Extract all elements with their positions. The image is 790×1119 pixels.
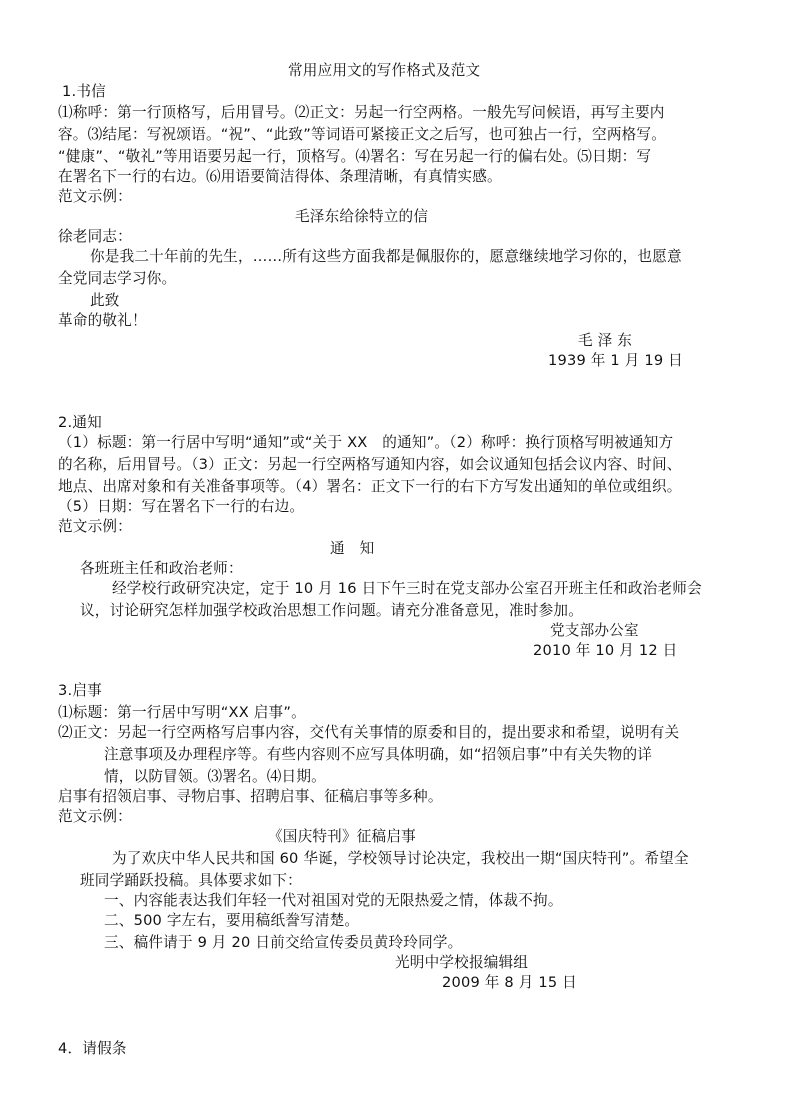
section-3-paragraph-line: 情，以防冒领。⑶署名。⑷日期。	[104, 768, 326, 785]
section-3-paragraph-line: 启事有招领启事、寻物启事、招聘启事、征稿启事等多种。	[58, 788, 443, 805]
section-3-paragraph-line: ⑵正文：另起一行空两格写启事内容，交代有关事情的原委和目的，提出要求和希望，说明有关	[58, 724, 680, 741]
section-2-heading: 2.通知	[58, 414, 102, 431]
section-1-sample-label: 范文示例：	[58, 188, 132, 205]
section-2-paragraph-line: （5）日期：写在署名下一行的右边。	[58, 498, 305, 515]
letter-closing-salute: 革命的敬礼！	[58, 312, 147, 329]
section-2-paragraph-line: （1）标题：第一行居中写明“通知”或“关于 XX 的通知”。（2）称呼：换行顶格写明被通知方	[58, 434, 674, 451]
section-2-sample-label: 范文示例：	[58, 518, 132, 535]
section-1-paragraph-line: ⑴称呼：第一行顶格写，后用冒号。⑵正文：另起一行空两格。一般先写问候语，再写主要内	[58, 104, 665, 121]
call-for-papers-body-line: 班同学踊跃投稿。具体要求如下：	[80, 872, 302, 889]
section-3-heading: 3.启事	[58, 682, 102, 699]
section-3-sample-label: 范文示例：	[58, 808, 132, 825]
section-1-paragraph-line: 在署名下一行的右边。⑹用语要简洁得体、条理清晰，有真情实感。	[58, 168, 502, 185]
section-1-paragraph-line: “健康”、“敬礼”等用语要另起一行，顶格写。⑷署名：写在另起一行的偏右处。⑸日期：写	[58, 148, 652, 165]
section-1-paragraph-line: 容。⑶结尾：写祝颂语。“祝”、“此致”等词语可紧接正文之后写，也可独占一行，空两格写。	[58, 126, 667, 143]
notice-signature: 党支部办公室	[550, 622, 639, 639]
letter-body-line: 全党同志学习你。	[58, 270, 177, 287]
section-4-heading: 4．请假条	[58, 1040, 127, 1057]
call-for-papers-date: 2009 年 8 月 15 日	[442, 974, 577, 991]
notice-salutation: 各班班主任和政治老师：	[80, 560, 243, 577]
call-for-papers-item: 三、稿件请于 9 月 20 日前交给宣传委员黄玲玲同学。	[104, 934, 463, 951]
letter-date: 1939 年 1 月 19 日	[548, 352, 683, 369]
call-for-papers-title: 《国庆特刊》征稿启事	[268, 828, 416, 845]
letter-body-line: 你是我二十年前的先生，……所有这些方面我都是佩服你的，愿意继续地学习你的，也愿意	[90, 248, 682, 265]
section-2-paragraph-line: 的名称，后用冒号。（3）正文：另起一行空两格写通知内容，如会议通知包括会议内容、时间、	[58, 456, 682, 473]
section-3-paragraph-line: 注意事项及办理程序等。有些内容则不应写具体明确，如“招领启事”中有关失物的详	[104, 746, 653, 763]
letter-signature: 毛 泽 东	[578, 332, 633, 349]
call-for-papers-signature: 光明中学校报编辑组	[395, 954, 529, 971]
page-title: 常用应用文的写作格式及范文	[288, 62, 481, 79]
letter-salutation: 徐老同志：	[58, 228, 132, 245]
notice-date: 2010 年 10 月 12 日	[533, 642, 678, 659]
section-2-paragraph-line: 地点、出席对象和有关准备事项等。（4）署名：正文下一行的右下方写发出通知的单位或组织。	[58, 478, 682, 495]
section-1-heading: 1.书信	[62, 83, 106, 100]
notice-body-line: 议，讨论研究怎样加强学校政治思想工作问题。请充分准备意见，准时参加。	[80, 602, 583, 619]
call-for-papers-item: 一、内容能表达我们年轻一代对祖国对党的无限热爱之情，体裁不拘。	[104, 892, 563, 909]
notice-body-line: 经学校行政研究决定，定于 10 月 16 日下午三时在党支部办公室召开班主任和政治老师会	[112, 580, 702, 597]
letter-closing: 此致	[90, 292, 120, 309]
call-for-papers-body-line: 为了欢庆中华人民共和国 60 华诞，学校领导讨论决定，我校出一期“国庆特刊”。希望全	[112, 850, 689, 867]
letter-title: 毛泽东给徐特立的信	[295, 208, 429, 225]
call-for-papers-item: 二、500 字左右，要用稿纸誊写清楚。	[104, 912, 360, 929]
section-3-paragraph-line: ⑴标题：第一行居中写明“XX 启事”。	[58, 704, 306, 721]
notice-title: 通 知	[330, 540, 375, 557]
